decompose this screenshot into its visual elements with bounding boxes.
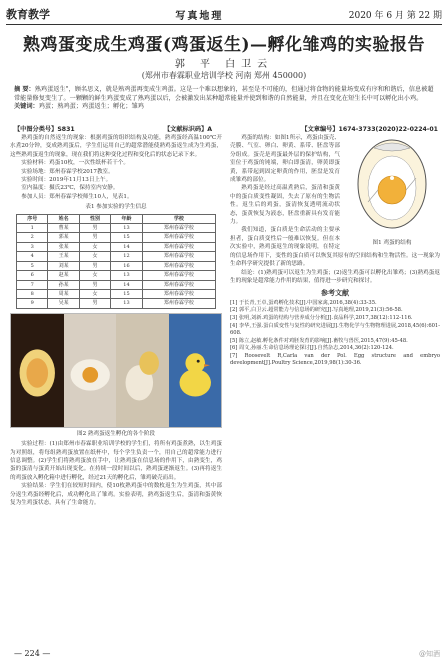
table-cell: 12	[111, 252, 142, 261]
table-cell: 赵某	[48, 271, 79, 280]
table-cell: 3	[17, 242, 48, 251]
table-cell: 14	[111, 280, 142, 289]
hatching-egg-icon	[116, 314, 169, 427]
table-cell: 15	[111, 233, 142, 242]
table-cell: 13	[111, 224, 142, 233]
right-paragraph-3: 我们知道，蛋白质是生命活动的主要承担者，蛋白质变性后一般难以恢复。但在本次实验中，熟鸡蛋返生的现象说明，在特定的信息场作用下，变性的蛋白质可以恢复其原有的空间结构和生物活性。这一现象为生命科学研究提供了新的思路。	[230, 227, 440, 268]
section-label: 教育教学	[6, 8, 50, 21]
table-cell: 14	[111, 242, 142, 251]
references-list	[230, 300, 440, 368]
reference-item: [1] 于长青,王卓,蛋鸡孵化技术[J].中国家禽,2016,38(4):33-35.	[230, 299, 377, 306]
clc-code	[14, 124, 75, 133]
table-cell: 2	[17, 233, 48, 242]
doc-code	[164, 124, 212, 133]
participants-table	[16, 214, 216, 309]
keywords-text: 鸡蛋；熟鸡蛋；鸡蛋返生；孵化；雏鸡	[38, 103, 144, 111]
running-header	[6, 5, 442, 23]
left-paragraph-8: 实验结果：学生们在较短时间内，使10枚熟鸡蛋中的数枚返生为生鸡蛋，其中部分返生鸡蛋经孵化后，成功孵化出了雏鸡。实验表明，熟鸡蛋返生后，蛋清和蛋黄恢复为生鸡蛋状态，具有了生命能力。	[10, 483, 222, 506]
table-cell: 郑州春霖学校	[142, 299, 215, 308]
table-cell: 男	[79, 224, 110, 233]
left-paragraph-4: 实验时间：2019年11月13日上午。	[21, 177, 112, 184]
egg-diagram-icon	[344, 134, 440, 234]
table-cell: 13	[111, 271, 142, 280]
table-cell: 郑州春霖学校	[142, 233, 215, 242]
chick-icon	[169, 314, 222, 427]
table-row	[17, 252, 216, 261]
table-row	[17, 271, 216, 280]
table-cell: 女	[79, 252, 110, 261]
watermark: @知酒	[419, 650, 440, 658]
table-row	[17, 242, 216, 251]
table-cell: 郑州春霖学校	[142, 242, 215, 251]
issue-info: 2020 年 6 月 第 22 期	[348, 10, 442, 21]
right-paragraph-2: 熟鸡蛋是经过高温煮熟后，蛋清和蛋黄中的蛋白质变性凝固，失去了原有的生物活性。返生后的鸡蛋，蛋清恢复透明流动状态，蛋黄恢复为液态，胚盘重新具有发育能力。	[230, 185, 340, 226]
left-paragraph-1: 熟鸡蛋的自然返生的现象：根据鸡蛋的组织结构及功能，熟鸡蛋经高温100℃开水煮20分钟，变成熟鸡蛋后，学生们运用自己的超常潜能使熟鸡蛋返生成为生鸡蛋，这些熟鸡蛋返生的现象，现在我们将这种变化过程和变化后的状态记录下来。	[10, 135, 222, 158]
table-cell: 男	[79, 280, 110, 289]
egg-structure-figure	[344, 134, 440, 247]
table-row	[17, 289, 216, 298]
table-cell: 郑州春霖学校	[142, 289, 215, 298]
classification-row	[14, 124, 438, 133]
table-row	[17, 233, 216, 242]
page-number: — 224 —	[14, 649, 51, 658]
table-cell: 曹某	[48, 224, 79, 233]
table-cell: 女	[79, 242, 110, 251]
reference-item: [6] 周文,孙丽.生命信息场理论探讨[J].自然杂志,2014,36(2):120-124.	[230, 345, 394, 352]
right-paragraph-4: 结论：(1)熟鸡蛋可以返生为生鸡蛋；(2)返生鸡蛋可以孵化出雏鸡；(3)熟鸡蛋返生的现象是超常能力作用的结果，值得进一步研究和探讨。	[230, 269, 440, 284]
doc-value: A	[207, 126, 213, 133]
table-cell: 男	[79, 299, 110, 308]
right-column	[230, 134, 440, 646]
table-cell: 郭某	[48, 233, 79, 242]
table-cell: 郑州春霖学校	[142, 261, 215, 270]
reference-item: [4] 李华,王强.蛋白质变性与复性的研究进展[J].生物化学与生物物理进展,2018,45(6):601-608.	[230, 322, 440, 337]
photos-caption: 图2 熟鸡蛋返生孵化的各个阶段	[76, 430, 156, 437]
abstract-block	[14, 86, 438, 112]
table-body	[17, 224, 216, 309]
author-line: 郭 平 白卫云	[174, 59, 274, 70]
table-cell: 8	[17, 289, 48, 298]
affiliation-line: (郑州市春霖职业培训学校 河南 郑州 450000)	[141, 71, 307, 80]
reference-item: [3] 张明,刘新.鸡蛋的结构与营养成分分析[J].食品科学,2017,38(12):112-116.	[230, 314, 413, 321]
table-cell: 女	[79, 289, 110, 298]
photo-strip	[10, 313, 222, 428]
doc-label: 【文献标识码】	[163, 126, 208, 133]
table-cell: 孙某	[48, 280, 79, 289]
table-header-cell: 学校	[142, 214, 215, 223]
reference-item: [2] 郭平,白卫云.超常能力与信息场的研究[J].写真地理,2019,21(3):56-58.	[230, 307, 403, 314]
table-cell: 4	[17, 252, 48, 261]
photo-chick	[169, 314, 222, 427]
reference-item: [7] Roosevelt R,Carla van der Pol. Egg structure and embryo development[J].Poultry Science,2019,98(1):30-36.	[230, 352, 440, 367]
photo-egg-opened	[64, 314, 117, 427]
table-cell: 女	[79, 271, 110, 280]
table-header-row	[17, 214, 216, 223]
abstract-label: 摘 要：	[14, 86, 35, 93]
table-cell: 郑州春霖学校	[142, 280, 215, 289]
art-value: 1674-3733(2020)22-0224-01	[338, 126, 438, 133]
table-cell: 6	[17, 271, 48, 280]
left-column	[10, 134, 222, 646]
article-title: 熟鸡蛋变成生鸡蛋(鸡蛋返生)—孵化雏鸡的实验报告	[22, 35, 426, 55]
table-cell: 郑州春霖学校	[142, 224, 215, 233]
table-cell: 周某	[48, 289, 79, 298]
table-caption: 表1 参加实验的学生信息	[85, 204, 147, 211]
reference-item: [5] 陈立,赵敏.孵化条件对鸡胚发育的影响[J].畜牧与兽医,2015,47(9):45-48.	[230, 337, 408, 344]
table-cell: 16	[111, 261, 142, 270]
table-row	[17, 261, 216, 270]
table-cell: 13	[111, 299, 142, 308]
keywords-label: 关键词：	[14, 103, 39, 111]
table-cell: 7	[17, 280, 48, 289]
table-cell: 王某	[48, 252, 79, 261]
egg-yolk-icon	[64, 314, 117, 427]
table-cell: 吴某	[48, 299, 79, 308]
table-header-cell: 年龄	[111, 214, 142, 223]
photo-egg-candling	[11, 314, 64, 427]
table-row	[17, 280, 216, 289]
figure-caption: 图1 鸡蛋的结构	[372, 240, 412, 247]
table-cell: 男	[79, 233, 110, 242]
table-cell: 郑州春霖学校	[142, 252, 215, 261]
table-cell: 15	[111, 289, 142, 298]
table-cell: 5	[17, 261, 48, 270]
left-paragraph-7: 实验过程：(1)由郑州市春霖职业培训学校的学生们，将所有鸡蛋煮熟，以生鸡蛋为对照组，将每组熟鸡蛋放置在纸杯中，每个学生负责一个，用自己的超常能力进行信息调整。(2)学生们将熟鸡蛋放在手中，让熟鸡蛋在信息场的作用下，由熟变生，鸡蛋的蛋清与蛋黄开始出现变化。在持续一段时间以后，熟鸡蛋逐渐返生。(3)再将返生的鸡蛋放入孵化箱中进行孵化，经过21天的孵化后，雏鸡破壳而出。	[10, 441, 222, 481]
table-cell: 1	[17, 224, 48, 233]
article-number	[301, 124, 438, 133]
header-rule	[6, 24, 442, 25]
art-label: 【文章编号】	[301, 126, 339, 133]
abstract-text: 熟鸡蛋返生"，顾名思义，就是熟鸡蛋再变成生鸡蛋。这是一个难以想象的，甚至是不可能的，但通过将食物的能量场变成有序和和谐后，信息被超常能量修复变生了。一颗颗的鲜生鸡蛋变成了熟鸡蛋以后，会被激发出某种超常能量并使到和谐的自然能量，并且在变化在短生长中可以孵化出小鸡。	[14, 86, 434, 102]
clc-value: S831	[57, 126, 75, 133]
left-paragraph-5: 室内温度：摄氏23℃，保持室内安静。	[21, 185, 119, 192]
table-cell: 张某	[48, 242, 79, 251]
journal-name: 写真地理	[175, 10, 224, 22]
right-paragraph-1: 鸡蛋的结构：如图1所示，鸡蛋由蛋壳、壳膜、气室、卵白、卵黄、系带、胚盘等部分组成。蛋壳是鸡蛋最外层的保护结构，气室位于鸡蛋的钝端，卵白即蛋清，卵黄即蛋黄，系带起到固定卵黄的作用，胚盘是发育成雏鸡的部位。	[230, 135, 340, 184]
table-cell: 郑州春霖学校	[142, 271, 215, 280]
photo-hatching	[116, 314, 169, 427]
table-header-cell: 序号	[17, 214, 48, 223]
table-row	[17, 224, 216, 233]
table-header-cell: 姓名	[48, 214, 79, 223]
left-paragraph-2: 实验材料：鸡蛋10枚，一次性纸杯若干个。	[21, 160, 129, 167]
left-paragraph-6: 参加人员：郑州春霖学校师生10人，见表1。	[21, 193, 133, 200]
left-paragraph-3: 实验场地：郑州春霖学校2017教室。	[21, 168, 114, 175]
egg-glow-icon	[11, 314, 64, 427]
table-cell: 男	[79, 261, 110, 270]
table-header-cell: 性别	[79, 214, 110, 223]
table-cell: 9	[17, 299, 48, 308]
table-row	[17, 299, 216, 308]
table-cell: 刘某	[48, 261, 79, 270]
clc-label: 【中图分类号】	[14, 126, 58, 133]
references-heading: 参考文献	[321, 289, 349, 298]
